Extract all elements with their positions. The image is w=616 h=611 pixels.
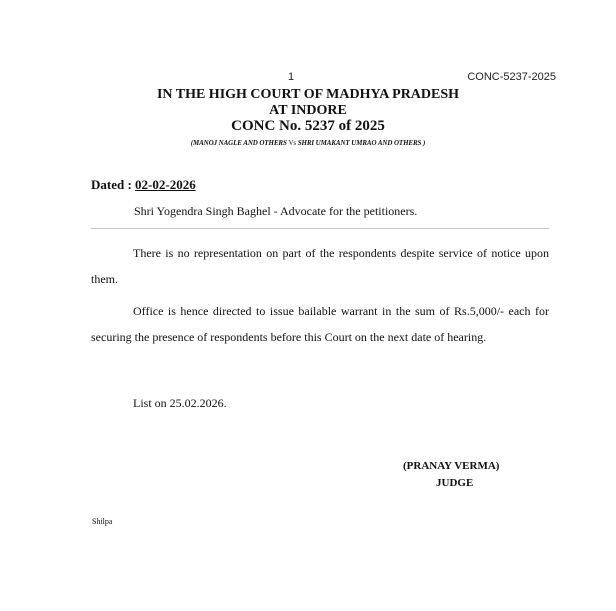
petitioners: (MANOJ NAGLE AND OTHERS xyxy=(190,139,287,147)
divider xyxy=(91,228,549,229)
page-number: 1 xyxy=(288,71,295,83)
clerk-initials: Shilpa xyxy=(92,517,113,526)
judge-name: (PRANAY VERMA) xyxy=(403,460,500,472)
versus-label: Vs xyxy=(288,139,297,147)
case-number: CONC No. 5237 of 2025 xyxy=(231,118,385,134)
order-date xyxy=(91,177,196,193)
judge-designation: JUDGE xyxy=(436,477,474,489)
order-paragraph: List on 25.02.2026. xyxy=(133,396,227,410)
parties-line xyxy=(0,139,616,147)
court-name: IN THE HIGH COURT OF MADHYA PRADESH xyxy=(156,87,460,102)
order-paragraph: Office is hence directed to issue bailable warrant in the sum of Rs.5,000/- each for securing the presence of respondents before this Court on the next date of hearing. xyxy=(91,304,549,344)
court-bench: AT INDORE xyxy=(269,103,347,118)
advocate-appearance: Shri Yogendra Singh Baghel - Advocate for the petitioners. xyxy=(134,204,418,218)
order-paragraph: There is no representation on part of the respondents despite service of notice upon them. xyxy=(91,246,549,286)
dated-label: Dated : xyxy=(91,177,132,192)
dated-value: 02-02-2026 xyxy=(135,177,196,192)
respondents: SHRI UMAKANT UMRAO AND OTHERS ) xyxy=(297,139,426,147)
case-reference: CONC-5237-2025 xyxy=(467,71,556,83)
